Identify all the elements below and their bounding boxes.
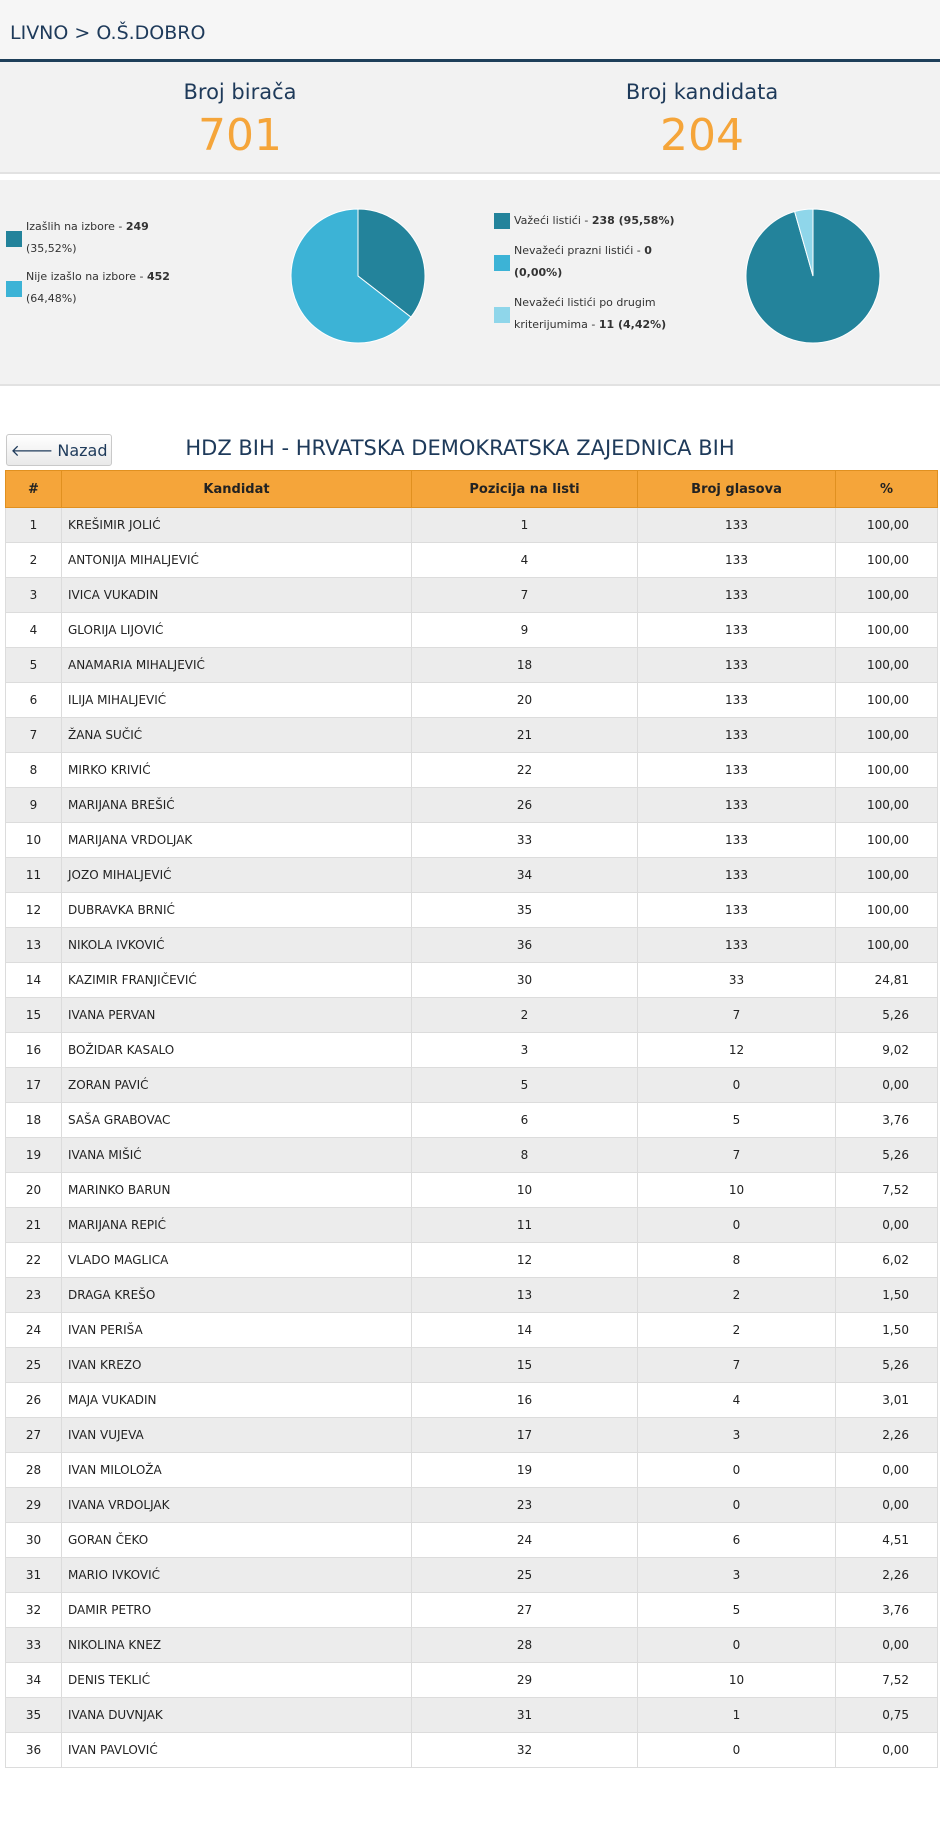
- list-position: 35: [412, 893, 638, 928]
- candidate-name: MARIO IVKOVIĆ: [62, 1558, 412, 1593]
- row-number: 25: [6, 1348, 62, 1383]
- table-header-row: [6, 471, 938, 508]
- row-number: 32: [6, 1593, 62, 1628]
- vote-count: 133: [638, 823, 836, 858]
- ballots-legend-item: Nevažeći listići po drugim kriterijumima - 11 (4,42%): [494, 292, 714, 336]
- list-position: 18: [412, 648, 638, 683]
- list-position: 36: [412, 928, 638, 963]
- table-row: [6, 753, 938, 788]
- table-row: [6, 1033, 938, 1068]
- vote-percent: 100,00: [836, 788, 938, 823]
- vote-percent: 2,26: [836, 1418, 938, 1453]
- candidate-name: ANAMARIA MIHALJEVIĆ: [62, 648, 412, 683]
- table-row: [6, 1418, 938, 1453]
- table-body: [6, 508, 938, 1768]
- vote-count: 133: [638, 858, 836, 893]
- vote-count: 6: [638, 1523, 836, 1558]
- table-row: [6, 1103, 938, 1138]
- list-position: 10: [412, 1173, 638, 1208]
- list-position: 21: [412, 718, 638, 753]
- vote-count: 33: [638, 963, 836, 998]
- row-number: 12: [6, 893, 62, 928]
- vote-percent: 5,26: [836, 1138, 938, 1173]
- charts-panel: [0, 180, 940, 386]
- vote-percent: 0,00: [836, 1453, 938, 1488]
- candidate-name: DAMIR PETRO: [62, 1593, 412, 1628]
- row-number: 18: [6, 1103, 62, 1138]
- table-row: [6, 998, 938, 1033]
- list-position: 1: [412, 508, 638, 543]
- table-row: [6, 508, 938, 543]
- turnout-legend-item: Nije izašlo na izbore - 452 (64,48%): [6, 266, 186, 310]
- candidate-name: NIKOLINA KNEZ: [62, 1628, 412, 1663]
- candidate-name: IVAN PERIŠA: [62, 1313, 412, 1348]
- row-number: 33: [6, 1628, 62, 1663]
- vote-count: 7: [638, 1348, 836, 1383]
- vote-count: 0: [638, 1208, 836, 1243]
- row-number: 20: [6, 1173, 62, 1208]
- vote-count: 5: [638, 1103, 836, 1138]
- row-number: 30: [6, 1523, 62, 1558]
- column-header-number[interactable]: #: [6, 471, 62, 508]
- row-number: 2: [6, 543, 62, 578]
- table-row: [6, 823, 938, 858]
- vote-count: 3: [638, 1418, 836, 1453]
- table-row: [6, 1733, 938, 1768]
- table-row: [6, 1698, 938, 1733]
- candidate-name: ZORAN PAVIĆ: [62, 1068, 412, 1103]
- candidates-stat: [552, 80, 852, 161]
- vote-percent: 100,00: [836, 823, 938, 858]
- row-number: 16: [6, 1033, 62, 1068]
- table-row: [6, 578, 938, 613]
- list-position: 28: [412, 1628, 638, 1663]
- row-number: 27: [6, 1418, 62, 1453]
- candidate-name: IVAN KREZO: [62, 1348, 412, 1383]
- row-number: 23: [6, 1278, 62, 1313]
- list-position: 26: [412, 788, 638, 823]
- list-position: 25: [412, 1558, 638, 1593]
- candidate-name: DENIS TEKLIĆ: [62, 1663, 412, 1698]
- vote-percent: 3,76: [836, 1593, 938, 1628]
- list-position: 32: [412, 1733, 638, 1768]
- table-row: [6, 683, 938, 718]
- table-row: [6, 1383, 938, 1418]
- back-button[interactable]: [6, 434, 112, 466]
- list-position: 17: [412, 1418, 638, 1453]
- list-position: 13: [412, 1278, 638, 1313]
- row-number: 31: [6, 1558, 62, 1593]
- list-position: 20: [412, 683, 638, 718]
- vote-count: 0: [638, 1628, 836, 1663]
- candidate-name: MIRKO KRIVIĆ: [62, 753, 412, 788]
- legend-swatch: [494, 255, 510, 271]
- table-row: [6, 1068, 938, 1103]
- vote-percent: 100,00: [836, 578, 938, 613]
- vote-percent: 7,52: [836, 1173, 938, 1208]
- candidate-name: MARINKO BARUN: [62, 1173, 412, 1208]
- list-position: 27: [412, 1593, 638, 1628]
- vote-count: 133: [638, 508, 836, 543]
- candidate-name: MARIJANA BREŠIĆ: [62, 788, 412, 823]
- column-header-candidate[interactable]: Kandidat: [62, 471, 412, 508]
- vote-percent: 100,00: [836, 718, 938, 753]
- voters-stat: [90, 80, 390, 161]
- candidates-value: 204: [660, 110, 744, 161]
- table-row: [6, 858, 938, 893]
- list-position: 15: [412, 1348, 638, 1383]
- vote-percent: 100,00: [836, 613, 938, 648]
- vote-count: 0: [638, 1068, 836, 1103]
- vote-percent: 1,50: [836, 1313, 938, 1348]
- row-number: 28: [6, 1453, 62, 1488]
- candidate-name: NIKOLA IVKOVIĆ: [62, 928, 412, 963]
- vote-count: 133: [638, 893, 836, 928]
- vote-count: 7: [638, 998, 836, 1033]
- vote-percent: 9,02: [836, 1033, 938, 1068]
- row-number: 4: [6, 613, 62, 648]
- candidate-name: GLORIJA LIJOVIĆ: [62, 613, 412, 648]
- vote-count: 7: [638, 1138, 836, 1173]
- vote-count: 133: [638, 613, 836, 648]
- row-number: 11: [6, 858, 62, 893]
- list-position: 2: [412, 998, 638, 1033]
- vote-percent: 0,00: [836, 1068, 938, 1103]
- row-number: 14: [6, 963, 62, 998]
- ballots-legend-item: Nevažeći prazni listići - 0 (0,00%): [494, 240, 714, 284]
- vote-count: 3: [638, 1558, 836, 1593]
- row-number: 10: [6, 823, 62, 858]
- candidate-name: BOŽIDAR KASALO: [62, 1033, 412, 1068]
- row-number: 6: [6, 683, 62, 718]
- row-number: 26: [6, 1383, 62, 1418]
- table-row: [6, 543, 938, 578]
- row-number: 22: [6, 1243, 62, 1278]
- table-row: [6, 1663, 938, 1698]
- vote-count: 2: [638, 1313, 836, 1348]
- table-row: [6, 928, 938, 963]
- table-row: [6, 1628, 938, 1663]
- vote-percent: 0,00: [836, 1733, 938, 1768]
- vote-percent: 100,00: [836, 893, 938, 928]
- vote-percent: 3,01: [836, 1383, 938, 1418]
- legend-swatch: [494, 307, 510, 323]
- list-position: 16: [412, 1383, 638, 1418]
- candidate-name: IVAN VUJEVA: [62, 1418, 412, 1453]
- row-number: 29: [6, 1488, 62, 1523]
- list-position: 3: [412, 1033, 638, 1068]
- row-number: 19: [6, 1138, 62, 1173]
- arrow-left-icon: 🡐: [10, 441, 54, 460]
- table-row: [6, 1488, 938, 1523]
- row-number: 36: [6, 1733, 62, 1768]
- vote-percent: 100,00: [836, 753, 938, 788]
- list-position: 9: [412, 613, 638, 648]
- list-position: 34: [412, 858, 638, 893]
- candidate-name: ILIJA MIHALJEVIĆ: [62, 683, 412, 718]
- vote-count: 4: [638, 1383, 836, 1418]
- vote-percent: 100,00: [836, 683, 938, 718]
- list-position: 22: [412, 753, 638, 788]
- vote-percent: 100,00: [836, 648, 938, 683]
- candidate-name: SAŠA GRABOVAC: [62, 1103, 412, 1138]
- candidate-name: ANTONIJA MIHALJEVIĆ: [62, 543, 412, 578]
- party-title: HDZ BIH - HRVATSKA DEMOKRATSKA ZAJEDNICA BIH: [185, 436, 735, 460]
- candidate-name: MARIJANA REPIĆ: [62, 1208, 412, 1243]
- vote-count: 5: [638, 1593, 836, 1628]
- vote-percent: 100,00: [836, 858, 938, 893]
- list-position: 4: [412, 543, 638, 578]
- vote-count: 12: [638, 1033, 836, 1068]
- table-row: [6, 1173, 938, 1208]
- table-row: [6, 1453, 938, 1488]
- table-row: [6, 1593, 938, 1628]
- table-row: [6, 788, 938, 823]
- row-number: 34: [6, 1663, 62, 1698]
- vote-count: 133: [638, 753, 836, 788]
- voters-label: Broj birača: [183, 80, 297, 104]
- candidate-name: ŽANA SUČIĆ: [62, 718, 412, 753]
- candidate-name: IVANA PERVAN: [62, 998, 412, 1033]
- vote-percent: 3,76: [836, 1103, 938, 1138]
- table-row: [6, 1348, 938, 1383]
- row-number: 21: [6, 1208, 62, 1243]
- candidate-name: IVICA VUKADIN: [62, 578, 412, 613]
- list-position: 19: [412, 1453, 638, 1488]
- table-row: [6, 718, 938, 753]
- vote-percent: 1,50: [836, 1278, 938, 1313]
- vote-percent: 5,26: [836, 1348, 938, 1383]
- row-number: 17: [6, 1068, 62, 1103]
- ballots-pie-chart: [745, 208, 881, 344]
- vote-count: 10: [638, 1173, 836, 1208]
- row-number: 3: [6, 578, 62, 613]
- column-header-position[interactable]: Pozicija na listi: [412, 471, 638, 508]
- turnout-pie-chart: [290, 208, 426, 344]
- list-position: 33: [412, 823, 638, 858]
- candidate-name: IVAN MILOLOŽA: [62, 1453, 412, 1488]
- candidate-name: IVANA VRDOLJAK: [62, 1488, 412, 1523]
- row-number: 9: [6, 788, 62, 823]
- table-row: [6, 613, 938, 648]
- vote-count: 133: [638, 683, 836, 718]
- vote-percent: 0,00: [836, 1208, 938, 1243]
- candidate-name: KAZIMIR FRANJIČEVIĆ: [62, 963, 412, 998]
- vote-percent: 0,00: [836, 1628, 938, 1663]
- list-position: 14: [412, 1313, 638, 1348]
- table-row: [6, 1278, 938, 1313]
- candidate-name: MAJA VUKADIN: [62, 1383, 412, 1418]
- list-position: 11: [412, 1208, 638, 1243]
- row-number: 8: [6, 753, 62, 788]
- vote-percent: 100,00: [836, 928, 938, 963]
- row-number: 7: [6, 718, 62, 753]
- list-position: 23: [412, 1488, 638, 1523]
- turnout-legend: [6, 216, 186, 310]
- vote-percent: 24,81: [836, 963, 938, 998]
- vote-count: 133: [638, 718, 836, 753]
- vote-count: 133: [638, 788, 836, 823]
- vote-count: 1: [638, 1698, 836, 1733]
- vote-count: 133: [638, 543, 836, 578]
- table-row: [6, 648, 938, 683]
- candidate-name: GORAN ČEKO: [62, 1523, 412, 1558]
- back-button-label: Nazad: [57, 440, 108, 460]
- legend-swatch: [6, 231, 22, 247]
- row-number: 35: [6, 1698, 62, 1733]
- legend-swatch: [6, 281, 22, 297]
- breadcrumb[interactable]: LIVNO > O.Š.DOBRO: [10, 22, 206, 44]
- turnout-legend-item: Izašlih na izbore - 249 (35,52%): [6, 216, 186, 260]
- vote-percent: 7,52: [836, 1663, 938, 1698]
- list-position: 24: [412, 1523, 638, 1558]
- vote-percent: 0,75: [836, 1698, 938, 1733]
- vote-count: 133: [638, 928, 836, 963]
- list-position: 5: [412, 1068, 638, 1103]
- vote-percent: 100,00: [836, 508, 938, 543]
- vote-percent: 6,02: [836, 1243, 938, 1278]
- vote-percent: 4,51: [836, 1523, 938, 1558]
- table-row: [6, 1523, 938, 1558]
- vote-count: 10: [638, 1663, 836, 1698]
- legend-swatch: [494, 213, 510, 229]
- row-number: 15: [6, 998, 62, 1033]
- table-row: [6, 1138, 938, 1173]
- vote-percent: 100,00: [836, 543, 938, 578]
- column-header-votes[interactable]: Broj glasova: [638, 471, 836, 508]
- vote-count: 0: [638, 1733, 836, 1768]
- table-row: [6, 1243, 938, 1278]
- candidates-table: [5, 470, 938, 1768]
- list-position: 12: [412, 1243, 638, 1278]
- list-position: 30: [412, 963, 638, 998]
- vote-count: 133: [638, 578, 836, 613]
- vote-percent: 5,26: [836, 998, 938, 1033]
- vote-count: 0: [638, 1488, 836, 1523]
- table-row: [6, 963, 938, 998]
- candidate-name: IVANA MIŠIĆ: [62, 1138, 412, 1173]
- list-position: 31: [412, 1698, 638, 1733]
- list-position: 29: [412, 1663, 638, 1698]
- table-row: [6, 1208, 938, 1243]
- candidate-name: MARIJANA VRDOLJAK: [62, 823, 412, 858]
- candidate-name: JOZO MIHALJEVIĆ: [62, 858, 412, 893]
- ballots-legend-item: Važeći listići - 238 (95,58%): [494, 210, 714, 232]
- candidate-name: KREŠIMIR JOLIĆ: [62, 508, 412, 543]
- row-number: 1: [6, 508, 62, 543]
- vote-count: 8: [638, 1243, 836, 1278]
- stats-panel: [0, 62, 940, 174]
- row-number: 5: [6, 648, 62, 683]
- column-header-percent[interactable]: %: [836, 471, 938, 508]
- breadcrumb-bar: [0, 0, 940, 62]
- candidate-name: DRAGA KREŠO: [62, 1278, 412, 1313]
- candidates-label: Broj kandidata: [625, 80, 779, 104]
- row-number: 24: [6, 1313, 62, 1348]
- list-position: 6: [412, 1103, 638, 1138]
- vote-percent: 0,00: [836, 1488, 938, 1523]
- list-position: 7: [412, 578, 638, 613]
- candidate-name: DUBRAVKA BRNIĆ: [62, 893, 412, 928]
- voters-value: 701: [198, 110, 282, 161]
- vote-count: 133: [638, 648, 836, 683]
- table-row: [6, 893, 938, 928]
- candidate-name: IVANA DUVNJAK: [62, 1698, 412, 1733]
- row-number: 13: [6, 928, 62, 963]
- ballots-legend: [494, 210, 714, 336]
- list-position: 8: [412, 1138, 638, 1173]
- table-row: [6, 1558, 938, 1593]
- vote-count: 0: [638, 1453, 836, 1488]
- candidate-name: VLADO MAGLICA: [62, 1243, 412, 1278]
- vote-percent: 2,26: [836, 1558, 938, 1593]
- table-row: [6, 1313, 938, 1348]
- candidate-name: IVAN PAVLOVIĆ: [62, 1733, 412, 1768]
- vote-count: 2: [638, 1278, 836, 1313]
